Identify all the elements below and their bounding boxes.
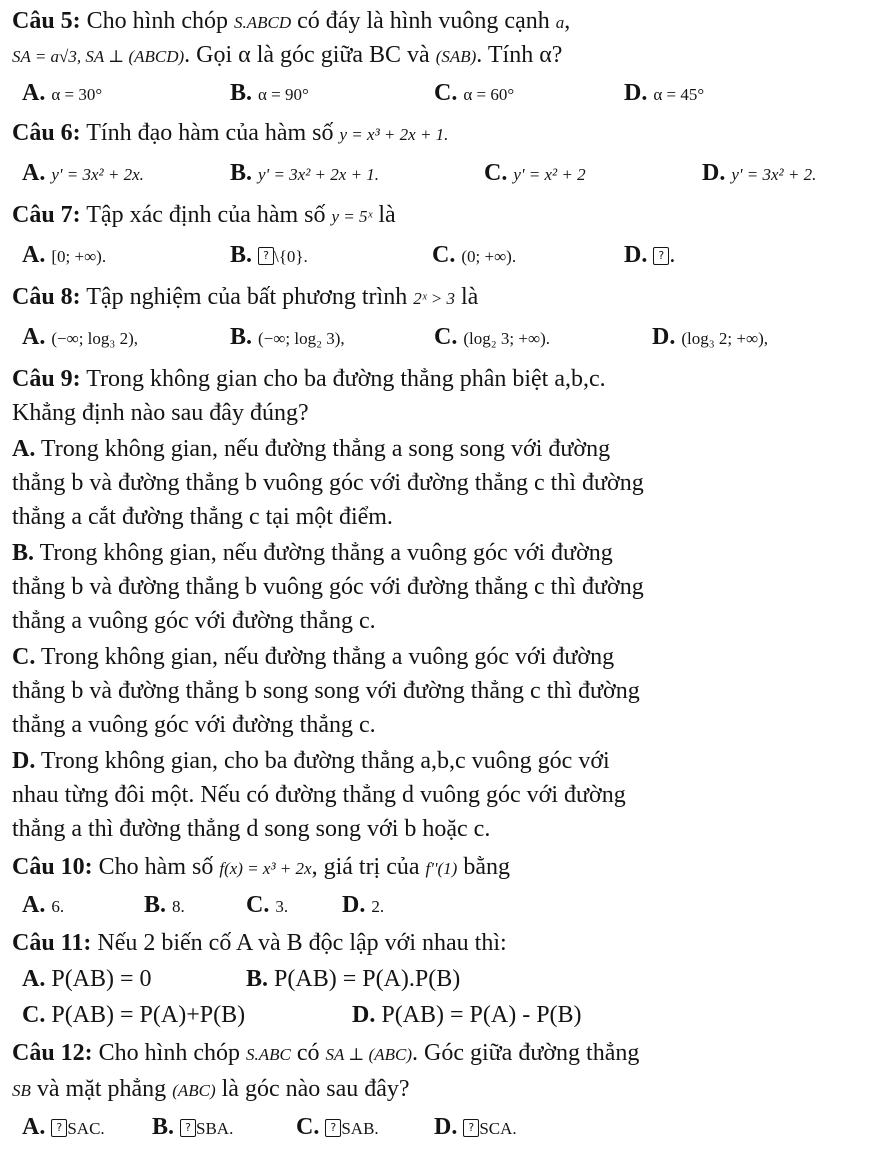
q8-option-d: D. (log₃ 2; +∞),	[652, 324, 768, 350]
q10-option-d: D. 2.	[342, 892, 385, 918]
q6-options	[12, 158, 883, 190]
angle-hat-icon: ?	[463, 1119, 479, 1137]
q6-option-c: C. y' = x² + 2	[484, 160, 586, 186]
q11-option-c: C. P(AB) = P(A)+P(B)	[22, 1002, 246, 1028]
q8-options	[12, 322, 883, 354]
q11-option-a: A. P(AB) = 0	[22, 966, 152, 992]
q9-line1	[12, 364, 883, 396]
q12-options	[12, 1112, 883, 1144]
q11-label: Câu 11:	[12, 930, 92, 956]
q12-option-a: A. ? SAC.	[22, 1114, 105, 1140]
q11-text: Nếu 2 biến cố A và B độc lập với nhau thì:	[97, 930, 507, 956]
q9-option-a-line3: thẳng a cắt đường thẳng c tại một điểm.	[12, 504, 393, 530]
q9-label: Câu 9:	[12, 366, 81, 392]
angle-hat-icon: ?	[51, 1119, 67, 1137]
q8-option-b: B. (−∞; log₂ 3),	[230, 324, 345, 350]
q7-text: Tập xác định của hàm số	[86, 202, 326, 228]
q8-line1	[12, 282, 883, 314]
q6-option-b: B. y' = 3x² + 2x + 1.	[230, 160, 380, 186]
q12-plane: (ABC)	[172, 1081, 216, 1100]
q5-option-d: D. α = 45°	[624, 80, 705, 106]
q9-option-c-line1: C. Trong không gian, nếu đường thẳng a vuông góc với đường	[12, 644, 615, 670]
q9-option-d-line2: nhau từng đôi một. Nếu có đường thẳng d vuông góc với đường	[12, 782, 626, 808]
missing-glyph-icon: ?	[653, 247, 669, 265]
q12-label: Câu 12:	[12, 1040, 93, 1066]
angle-hat-icon: ?	[180, 1119, 196, 1137]
q10-text3: bằng	[463, 854, 511, 880]
q10-option-c: C. 3.	[246, 892, 289, 918]
q5-text3: . Gọi α là góc giữa BC và	[184, 42, 430, 68]
q5-options	[12, 78, 883, 110]
q7-expr: y = 5ˣ	[331, 207, 373, 226]
q6-label: Câu 6:	[12, 120, 81, 146]
q9-intro2: Khẳng định nào sau đây đúng?	[12, 400, 309, 426]
q7-option-a: A. [0; +∞).	[22, 242, 107, 268]
q8-option-c: C. (log₂ 3; +∞).	[434, 324, 550, 350]
q9-option-c-line2: thẳng b và đường thẳng b song song với đường thẳng c thì đường	[12, 678, 640, 704]
q7-option-d: D. ? .	[624, 242, 676, 268]
q5-option-c: C. α = 60°	[434, 80, 515, 106]
q8-text: Tập nghiệm của bất phương trình	[86, 284, 408, 310]
q9-option-a-line2: thẳng b và đường thẳng b vuông góc với đường thẳng c thì đường	[12, 470, 644, 496]
q12-text2: có	[296, 1040, 320, 1066]
q9-option-c-line3: thẳng a vuông góc với đường thẳng c.	[12, 712, 376, 738]
q5-text: Cho hình chóp	[86, 8, 228, 34]
q9-option-b-line2: thẳng b và đường thẳng b vuông góc với đường thẳng c thì đường	[12, 574, 644, 600]
q5-label: Câu 5:	[12, 8, 81, 34]
q9-option-b-line3: thẳng a vuông góc với đường thẳng c.	[12, 608, 376, 634]
q12-option-c: C. ? SAB.	[296, 1114, 379, 1140]
q11-options-row2	[12, 1000, 883, 1032]
q12-line2	[12, 1074, 883, 1106]
q12-line1	[12, 1038, 883, 1070]
q5-text2: có đáy là hình vuông cạnh	[297, 8, 550, 34]
q10-expr: f(x) = x³ + 2x	[219, 859, 312, 878]
q12-text5: là góc nào sau đây?	[221, 1076, 410, 1102]
q11-option-b: B. P(AB) = P(A).P(B)	[246, 966, 461, 992]
q5-option-b: B. α = 90°	[230, 80, 309, 106]
q11-option-d: D. P(AB) = P(A) - P(B)	[352, 1002, 582, 1028]
q9-option-a-line1: A. Trong không gian, nếu đường thẳng a song song với đường	[12, 436, 611, 462]
q8-text2: là	[460, 284, 479, 310]
q12-expr: SA ⊥ (ABC)	[325, 1045, 413, 1064]
q7-option-b: B. ? \{0}.	[230, 242, 308, 268]
q10-text: Cho hàm số	[98, 854, 214, 880]
q7-label: Câu 7:	[12, 202, 81, 228]
q12-text: Cho hình chóp	[98, 1040, 240, 1066]
q12-line: SB	[12, 1081, 31, 1100]
q8-option-a: A. (−∞; log₃ 2),	[22, 324, 138, 350]
q12-text3: . Góc giữa đường thẳng	[412, 1040, 640, 1066]
q7-options	[12, 240, 883, 272]
q12-option-b: B. ? SBA.	[152, 1114, 234, 1140]
q5-symbol: S.ABCD	[234, 13, 292, 32]
q5-line2	[12, 40, 883, 72]
angle-hat-icon: ?	[325, 1119, 341, 1137]
q7-option-c: C. (0; +∞).	[432, 242, 517, 268]
q5-text4: . Tính α?	[476, 42, 563, 68]
q6-text: Tính đạo hàm của hàm số	[86, 120, 334, 146]
q6-option-a: A. y' = 3x² + 2x.	[22, 160, 144, 186]
q10-text2: , giá trị của	[311, 854, 420, 880]
q9-option-b-line1: B. Trong không gian, nếu đường thẳng a vuông góc với đường	[12, 540, 613, 566]
q6-expr: y = x³ + 2x + 1.	[339, 125, 449, 144]
q11-options-row1	[12, 964, 883, 996]
q10-expr2: f''(1)	[425, 859, 458, 878]
q6-line1	[12, 118, 883, 150]
q10-label: Câu 10:	[12, 854, 93, 880]
q5-symbol2: a	[555, 13, 565, 32]
q6-option-d: D. y' = 3x² + 2.	[702, 160, 817, 186]
q7-line1	[12, 200, 883, 232]
missing-glyph-icon: ?	[258, 247, 274, 265]
q5-option-a: A. α = 30°	[22, 80, 103, 106]
q9-option-d-line1: D. Trong không gian, cho ba đường thẳng a,b,c vuông góc với	[12, 748, 610, 774]
q12-text4: và mặt phẳng	[36, 1076, 167, 1102]
q8-expr: 2ˣ > 3	[413, 289, 455, 308]
q10-option-b: B. 8.	[144, 892, 185, 918]
q5-plane: (SAB)	[435, 47, 477, 66]
q5-expr: SA = a√3, SA ⊥ (ABCD)	[12, 47, 185, 66]
q12-option-d: D. ? SCA.	[434, 1114, 517, 1140]
q11-line1	[12, 928, 883, 960]
q5-line1: Câu 5: Cho hình chóp S.ABCD có đáy là hình vuông cạnh a,	[12, 8, 571, 34]
q9-option-d-line3: thẳng a thì đường thẳng d song song với b hoặc c.	[12, 816, 491, 842]
q10-options	[12, 890, 883, 922]
q12-symbol: S.ABC	[246, 1045, 291, 1064]
q8-label: Câu 8:	[12, 284, 81, 310]
q10-line1	[12, 852, 883, 884]
q9-intro: Trong không gian cho ba đường thẳng phân biệt a,b,c.	[86, 366, 606, 392]
q7-text2: là	[378, 202, 396, 228]
q10-option-a: A. 6.	[22, 892, 65, 918]
